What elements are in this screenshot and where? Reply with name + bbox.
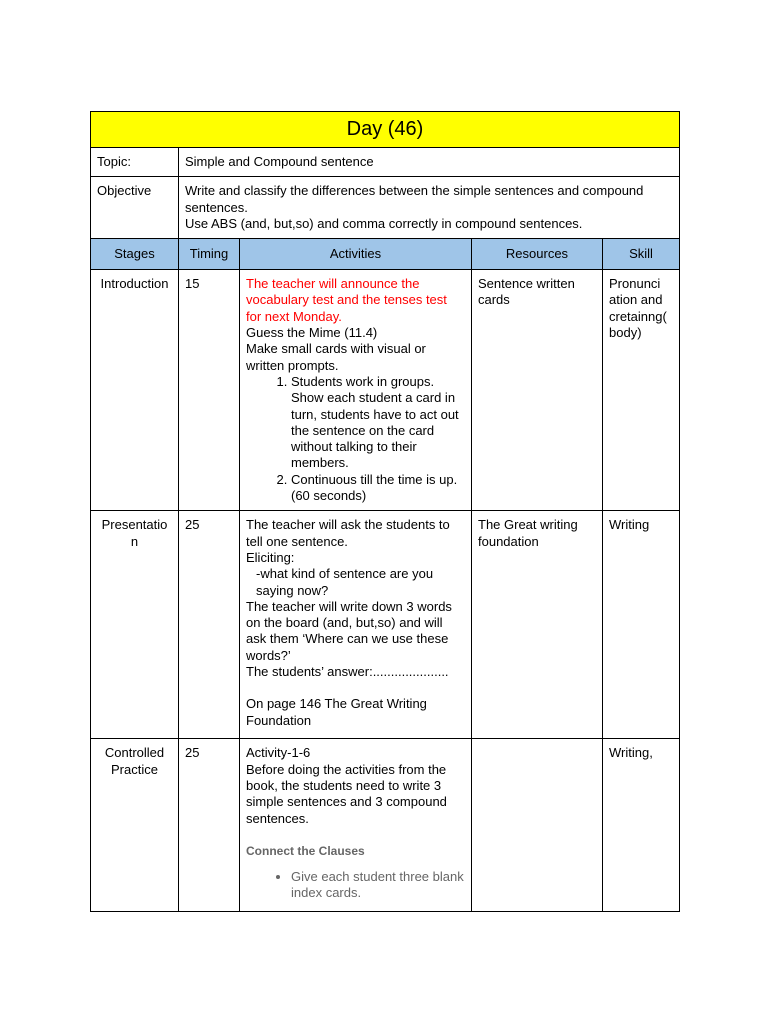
timing-cell: 25 (179, 511, 240, 739)
activity-line: Before doing the activities from the book, the students need to write 3 simple sentences and 3 compound sentences. (246, 761, 447, 826)
stage-cell: Controlled Practice (91, 739, 179, 912)
activities-cell (240, 270, 472, 511)
activity-line: The students’ answer:..................... (246, 664, 449, 680)
skill-cell: Writing, (603, 739, 680, 912)
column-header-timing: Timing (179, 239, 240, 270)
column-header-activities: Activities (240, 239, 472, 270)
objective-value (179, 177, 680, 239)
resources-cell (472, 739, 603, 912)
column-header-resources: Resources (472, 239, 603, 270)
column-header-row (91, 239, 680, 270)
timing-cell: 25 (179, 739, 240, 912)
activity-line: Eliciting: (246, 549, 295, 565)
objective-line: Use ABS (and, but,so) and comma correctly in compound sentences. (185, 215, 583, 231)
topic-row (91, 148, 680, 177)
blank-line (246, 680, 465, 696)
table-row (91, 511, 680, 739)
objective-label: Objective (91, 177, 179, 239)
table-row (91, 270, 680, 511)
resources-cell: Sentence written cards (472, 270, 603, 511)
resources-cell: The Great writing foundation (472, 511, 603, 739)
list-item: • Give each student three blank index cards. (291, 869, 465, 902)
activities-cell (240, 511, 472, 739)
topic-label: Topic: (91, 148, 179, 177)
timing-cell: 15 (179, 270, 240, 511)
table-row (91, 739, 680, 912)
stage-cell: Introduction (91, 270, 179, 511)
objective-row (91, 177, 680, 239)
sub-heading: Connect the Clauses (246, 843, 365, 858)
list-item: 1. Students work in groups. Show each student a card in turn, students have to act out the sentence on the card without talking to their members. (291, 374, 465, 472)
lesson-plan-table (90, 111, 680, 912)
activity-line: Guess the Mime (11.4) (246, 325, 378, 341)
skill-cell: Writing (603, 511, 680, 739)
activity-line: Activity-1-6 (246, 745, 311, 761)
objective-line: Write and classify the differences between the simple sentences and compound sentences. (185, 183, 644, 215)
activity-line: -what kind of sentence are you saying now? (256, 566, 434, 598)
activity-line: The teacher will ask the students to tell one sentence. (246, 517, 450, 549)
column-header-stages: Stages (91, 239, 179, 270)
day-title: Day (46) (91, 112, 680, 148)
skill-cell: Pronunci ation and cretainng( body) (603, 270, 680, 511)
list-item: 2. Continuous till the time is up. (60 seconds) (291, 472, 465, 505)
activity-line: Make small cards with visual or written prompts. (246, 341, 426, 373)
topic-value: Simple and Compound sentence (179, 148, 680, 177)
title-row (91, 112, 680, 148)
column-header-skill: Skill (603, 239, 680, 270)
announcement-text: The teacher will announce the vocabulary test and the tenses test for next Monday. (246, 276, 447, 324)
activity-line: On page 146 The Great Writing Foundation (246, 696, 427, 728)
activities-cell (240, 739, 472, 912)
stage-cell: Presentatio n (91, 511, 179, 739)
activity-steps-list (246, 374, 465, 504)
activity-line: The teacher will write down 3 words on the board (and, but,so) and will ask them ‘Where can we use these words?’ (246, 598, 452, 663)
bullet-list (246, 869, 465, 902)
